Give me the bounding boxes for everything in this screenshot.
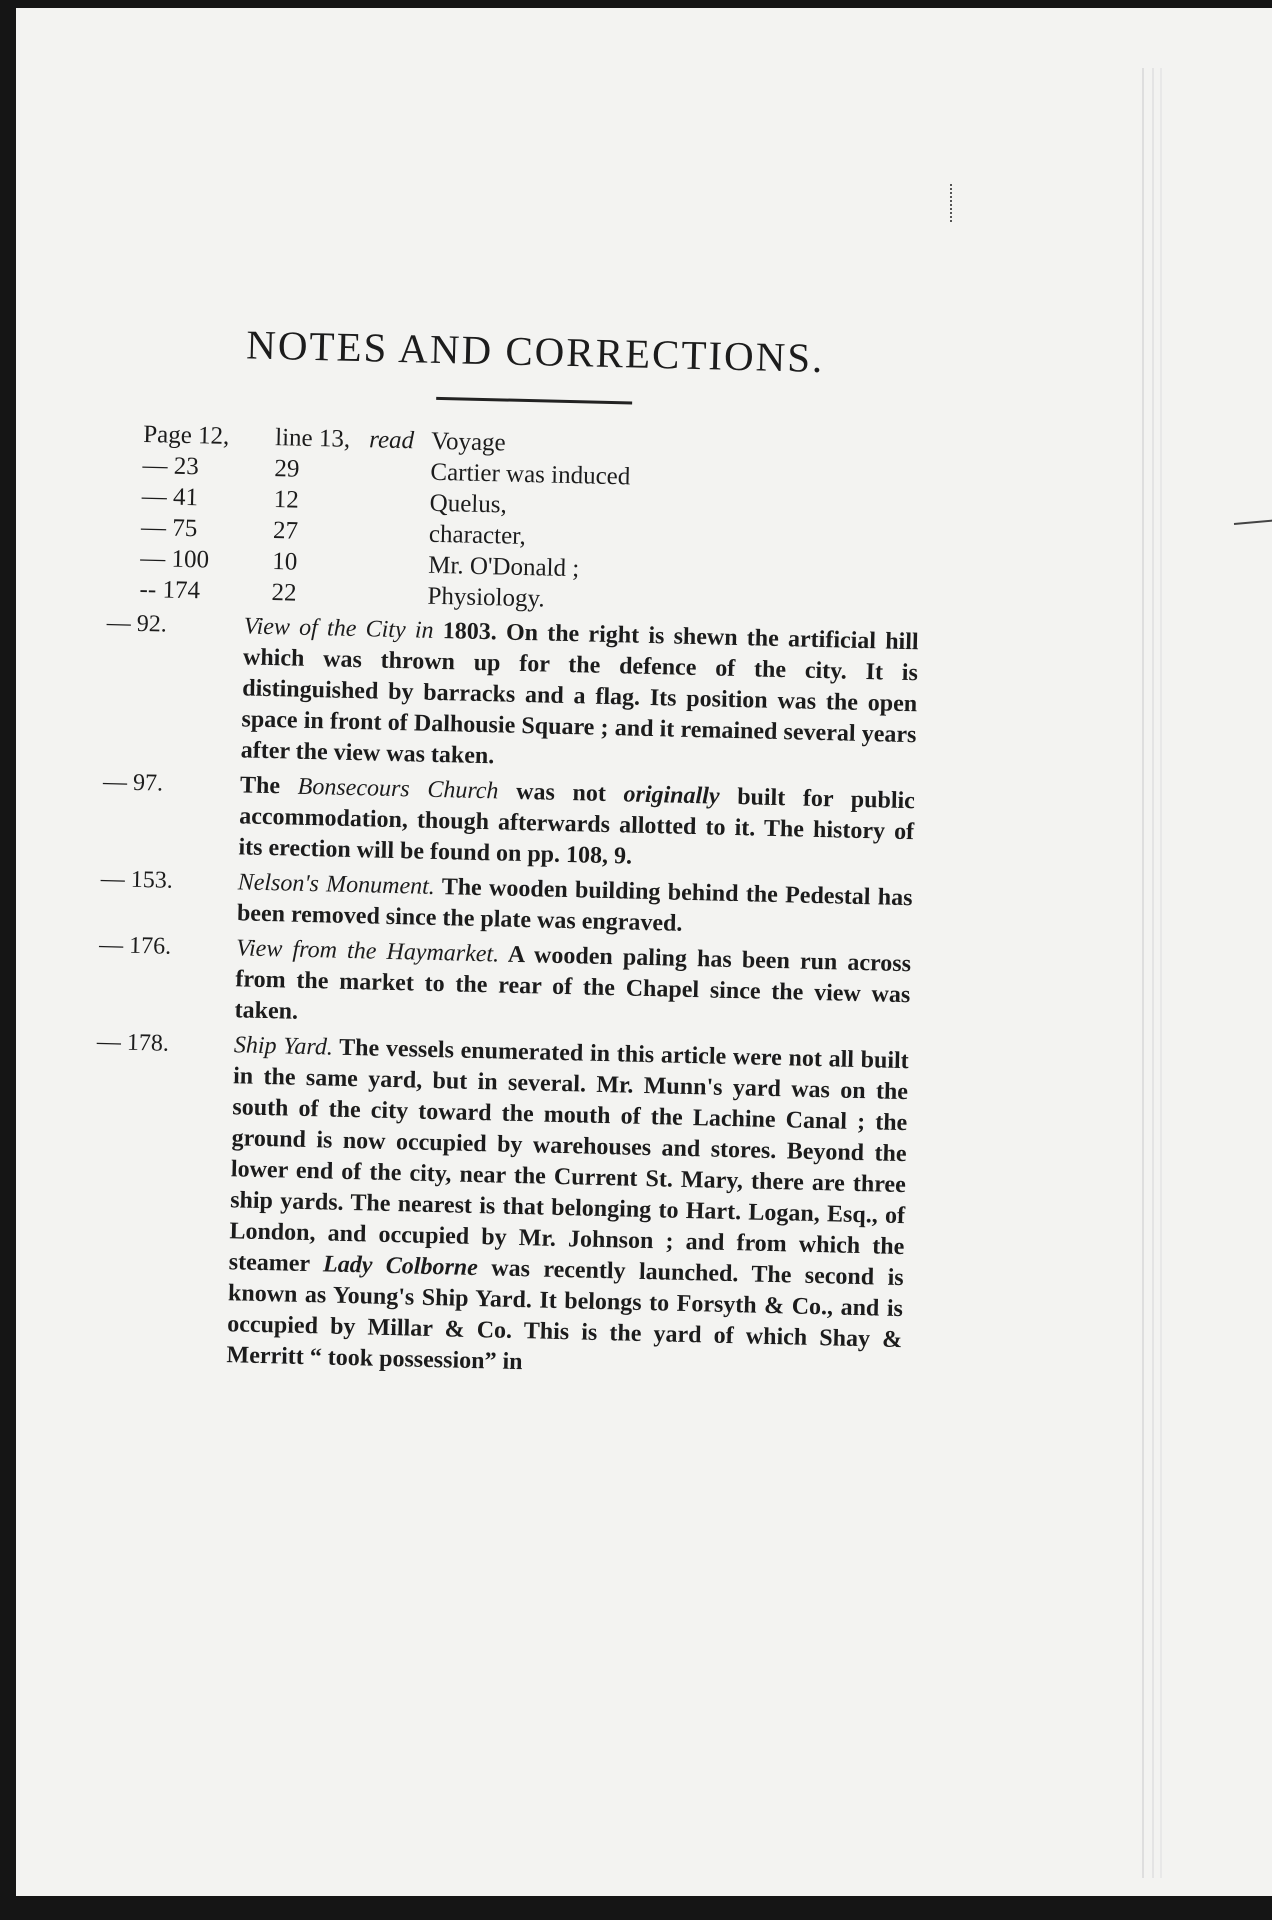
note-ref: — 176.	[98, 932, 172, 960]
note-title: Bonsecours Church	[297, 773, 499, 805]
errata-line: 29	[274, 455, 300, 483]
notes-text-block	[96, 318, 926, 1387]
note-text: built for public accommodation, though afterwards allotted to it. The history of its erection will be found on pp. 108, 9.	[238, 784, 916, 870]
note-text: The wooden building behind the Pedestal has been removed since the plate was engraved.	[236, 874, 913, 937]
ink-speck-mark	[950, 184, 955, 222]
errata-read	[368, 455, 431, 487]
book-page	[16, 8, 1272, 1896]
errata-line: 27	[272, 517, 299, 545]
errata-correction: Voyage	[430, 427, 507, 457]
page-side-mark	[1234, 518, 1272, 525]
note-entry	[98, 931, 912, 1042]
note-text-pre: was not	[515, 778, 607, 807]
note-text: 1803. On the right is shewn the artificial hill which was thrown up for the defence of the city. It is distinguished by barracks and a flag. Its position was the open space in front of Dalhousie Square ; and it remained several years after the view was taken.	[240, 618, 919, 770]
errata-correction: Quelus,	[429, 489, 508, 519]
errata-page: -- 174	[139, 575, 201, 605]
note-title-prefix: The	[239, 772, 281, 800]
note-title: Nelson's Monument.	[237, 869, 436, 900]
errata-page: — 75	[140, 513, 198, 543]
note-text: A wooden paling has been run across from the market to the rear of the Chapel since the view was taken.	[234, 941, 912, 1025]
note-entry	[96, 1028, 910, 1387]
note-ref: — 97.	[102, 769, 164, 797]
note-emphasis: originally	[623, 781, 720, 810]
page-edge-line	[1160, 68, 1162, 1878]
note-text: The vessels enumerated in this article were not all built in the same yard, but in several. Mr. Munn's yard was on the south of the city toward the mouth of the Lachine Canal ; the ground is now occupied by warehouses and stores. Beyond the lower end of the city, near the Current St. Mary, there are three ship yards. The nearest is that belonging to Hart. Logan, Esq., of London, and occupied by Mr. Johnson ; and from which the steamer	[228, 1034, 910, 1278]
errata-page: — 41	[141, 482, 199, 512]
errata-line: 12	[273, 486, 300, 514]
errata-line: 22	[271, 579, 297, 607]
errata-correction: character,	[428, 520, 527, 551]
page-edge-line	[1142, 68, 1144, 1878]
errata-page: — 23	[142, 451, 200, 481]
note-ref: — 178.	[96, 1029, 170, 1057]
page-edge-line	[1152, 68, 1154, 1878]
note-title: Ship Yard.	[233, 1032, 334, 1061]
errata-page: — 100	[140, 544, 210, 574]
errata-read	[367, 517, 430, 549]
note-entry	[102, 768, 916, 879]
errata-list	[139, 419, 923, 623]
errata-read	[365, 579, 428, 611]
page-title: NOTES AND CORRECTIONS.	[245, 321, 825, 381]
note-title: View of the City in	[243, 613, 434, 644]
errata-line: 10	[271, 548, 298, 576]
errata-read: read	[368, 426, 415, 455]
title-rule	[436, 397, 632, 405]
note-entry	[106, 609, 919, 782]
errata-line: line 13,	[274, 424, 351, 453]
note-title: View from the Haymarket.	[235, 935, 500, 968]
errata-correction: Mr. O'Donald ;	[427, 551, 580, 583]
errata-read	[366, 548, 429, 580]
note-text-after: was recently launched. The second is known as Young's Ship Yard. It belongs to Forsyth & Co., and is occupied by Millar & Co. This is the yard of which Shay & Merritt “ took possession” in	[226, 1255, 904, 1376]
errata-read	[367, 486, 430, 518]
errata-correction: Physiology.	[427, 582, 545, 613]
note-ref: — 92.	[106, 610, 168, 638]
ship-name: Lady Colborne	[322, 1251, 479, 1282]
errata-page: Page 12,	[142, 420, 230, 450]
note-ref: — 153.	[100, 866, 174, 894]
errata-correction: Cartier was induced	[430, 458, 631, 491]
